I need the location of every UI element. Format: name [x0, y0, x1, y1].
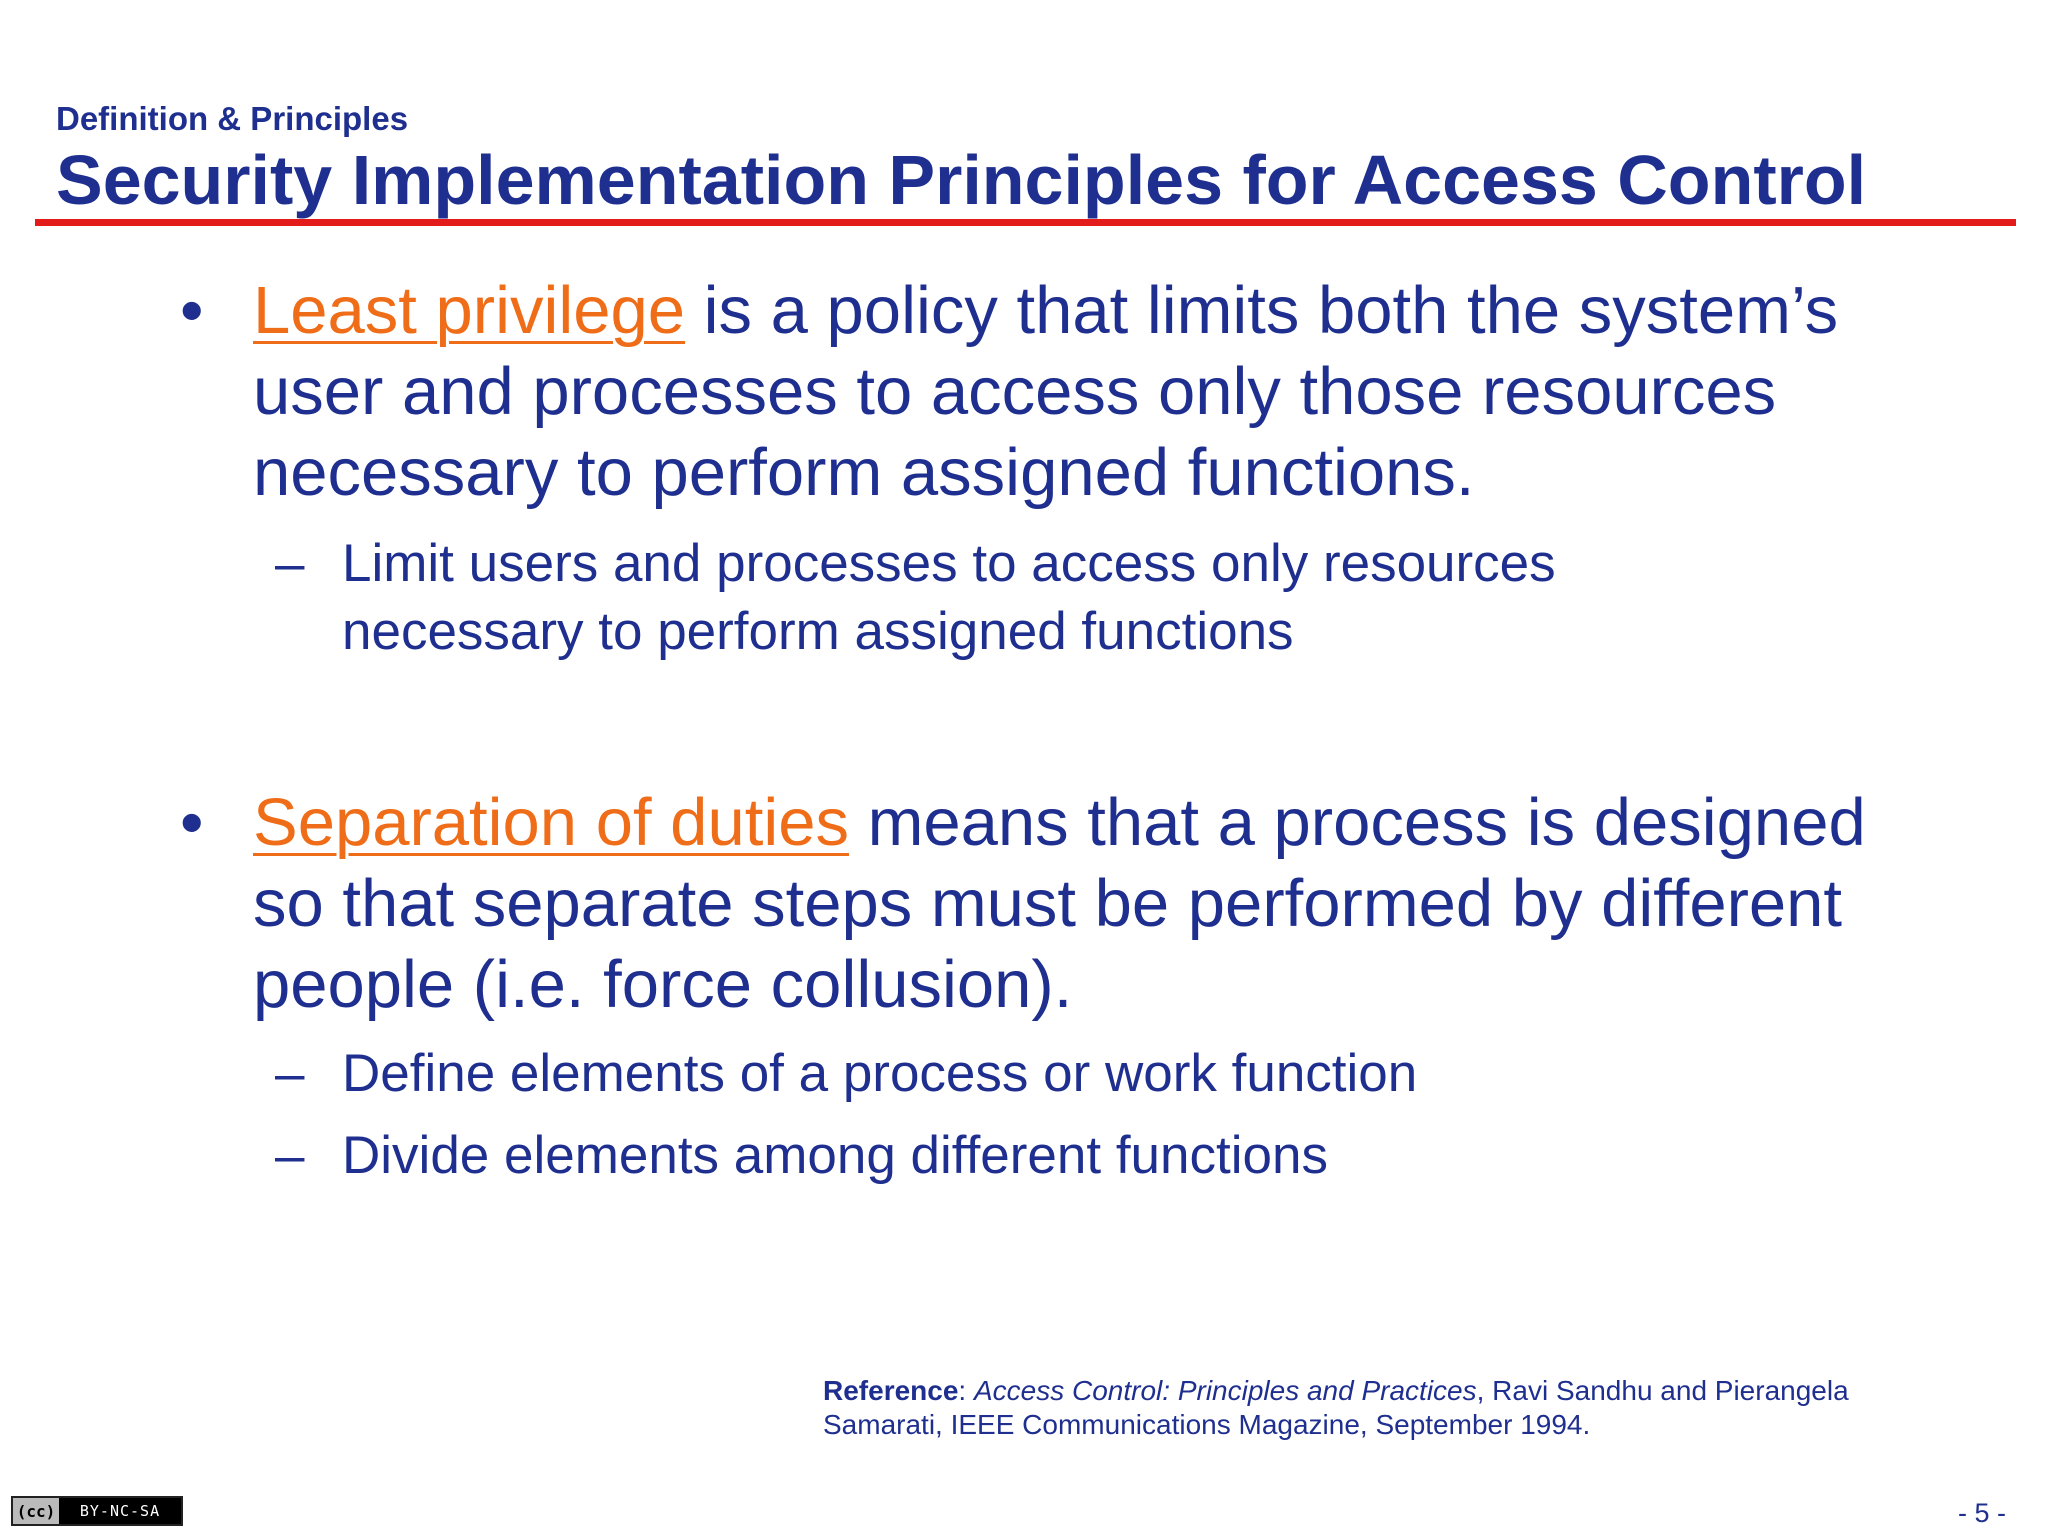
bullet-body: means that a process is designed so that separate steps must be performed by different people (i.e. force collusion).	[253, 785, 1866, 1022]
subpoint-marker: –	[275, 1126, 305, 1185]
subpoint-marker: –	[275, 534, 305, 593]
creative-commons-icon: (cc)	[13, 1498, 59, 1524]
page-number: - 5 -	[1957, 1498, 2006, 1528]
subpoint-text: Divide elements among different functions	[342, 1126, 1328, 1185]
reference-separator: :	[958, 1375, 974, 1406]
reference-details: , Ravi Sandhu and Pierangela Samarati, IEEE Communications Magazine, September 1994.	[823, 1375, 1849, 1440]
slide-kicker: Definition & Principles	[56, 100, 409, 137]
term-link-separation-of-duties[interactable]: Separation of duties	[253, 785, 849, 860]
subpoint-marker: –	[275, 1044, 305, 1103]
bullet-body: is a policy that limits both the system’s user and processes to access only those resources necessary to perform assigned functions.	[253, 273, 1839, 510]
slide-title: Security Implementation Principles for Access Control	[56, 141, 1867, 219]
reference-note	[823, 1374, 1913, 1442]
bullet-text	[253, 270, 1893, 513]
reference-label: Reference	[823, 1375, 959, 1406]
cc-license-badge[interactable]	[11, 1496, 183, 1526]
bullet-text	[253, 782, 1893, 1025]
term-link-least-privilege[interactable]: Least privilege	[253, 273, 686, 348]
license-label: BY-NC-SA	[79, 1502, 161, 1520]
reference-title: Access Control: Principles and Practices	[973, 1375, 1477, 1406]
bullet-marker: •	[180, 785, 204, 860]
subpoint-text: Limit users and processes to access only resources necessary to perform assigned functions	[342, 534, 1556, 661]
title-rule	[35, 219, 2016, 226]
subpoint-text: Define elements of a process or work function	[342, 1044, 1418, 1103]
bullet-marker: •	[180, 273, 204, 348]
